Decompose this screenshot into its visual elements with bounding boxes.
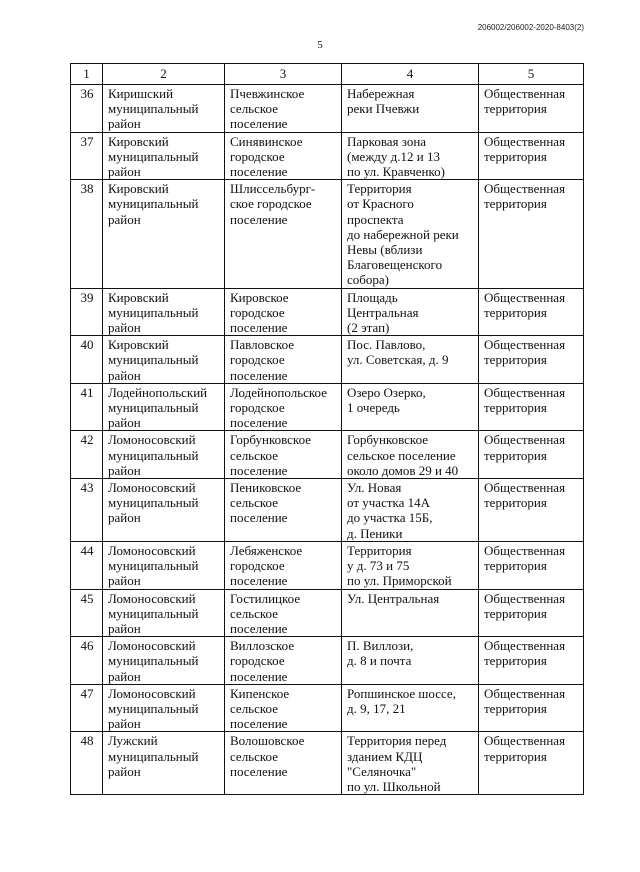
- location-cell: Горбунковское сельское поселение около домов 29 и 40: [342, 431, 479, 479]
- location-cell: Озеро Озерко, 1 очередь: [342, 383, 479, 431]
- row-number: 48: [71, 732, 103, 795]
- location-cell: Территория у д. 73 и 75 по ул. Приморской: [342, 541, 479, 589]
- territory-type-cell: Общественная территория: [479, 732, 584, 795]
- location-cell: Ропшинское шоссе, д. 9, 17, 21: [342, 684, 479, 732]
- district-cell: Киришский муниципальный район: [103, 85, 225, 133]
- district-cell: Кировский муниципальный район: [103, 180, 225, 288]
- district-cell: Лужский муниципальный район: [103, 732, 225, 795]
- territory-type-cell: Общественная территория: [479, 132, 584, 180]
- territory-type-cell: Общественная территория: [479, 336, 584, 384]
- settlement-cell: Лодейнопольское городское поселение: [225, 383, 342, 431]
- location-cell: Территория перед зданием КДЦ "Селяночка" по ул. Школьной: [342, 732, 479, 795]
- column-header-2: 2: [103, 64, 225, 85]
- territory-type-cell: Общественная территория: [479, 288, 584, 336]
- row-number: 44: [71, 541, 103, 589]
- territory-type-cell: Общественная территория: [479, 541, 584, 589]
- table-row: [71, 288, 584, 336]
- row-number: 41: [71, 383, 103, 431]
- row-number: 37: [71, 132, 103, 180]
- column-header-5: 5: [479, 64, 584, 85]
- district-cell: Ломоносовский муниципальный район: [103, 541, 225, 589]
- table-row: [71, 732, 584, 795]
- location-cell: П. Виллози, д. 8 и почта: [342, 637, 479, 685]
- district-cell: Ломоносовский муниципальный район: [103, 431, 225, 479]
- territory-type-cell: Общественная территория: [479, 180, 584, 288]
- settlement-cell: Волошовское сельское поселение: [225, 732, 342, 795]
- district-cell: Лодейнопольский муниципальный район: [103, 383, 225, 431]
- register-table: [70, 63, 584, 795]
- row-number: 36: [71, 85, 103, 133]
- settlement-cell: Виллозское городское поселение: [225, 637, 342, 685]
- page-number: 5: [317, 39, 323, 51]
- settlement-cell: Горбунковское сельское поселение: [225, 431, 342, 479]
- district-cell: Кировский муниципальный район: [103, 336, 225, 384]
- district-cell: Ломоносовский муниципальный район: [103, 479, 225, 542]
- district-cell: Кировский муниципальный район: [103, 132, 225, 180]
- column-header-3: 3: [225, 64, 342, 85]
- table-row: [71, 589, 584, 637]
- row-number: 43: [71, 479, 103, 542]
- location-cell: Ул. Новая от участка 14А до участка 15Б, д. Пеники: [342, 479, 479, 542]
- location-cell: Пос. Павлово, ул. Советская, д. 9: [342, 336, 479, 384]
- table-row: [71, 637, 584, 685]
- territory-type-cell: Общественная территория: [479, 431, 584, 479]
- settlement-cell: Лебяженское городское поселение: [225, 541, 342, 589]
- district-cell: Кировский муниципальный район: [103, 288, 225, 336]
- settlement-cell: Кипенское сельское поселение: [225, 684, 342, 732]
- territory-type-cell: Общественная территория: [479, 85, 584, 133]
- column-header-4: 4: [342, 64, 479, 85]
- settlement-cell: Пчевжинское сельское поселение: [225, 85, 342, 133]
- table-row: [71, 180, 584, 288]
- location-cell: Территория от Красного проспекта до набережной реки Невы (вблизи Благовещенского собора): [342, 180, 479, 288]
- settlement-cell: Гостилицкое сельское поселение: [225, 589, 342, 637]
- table-row: [71, 684, 584, 732]
- settlement-cell: Шлиссельбург- ское городское поселение: [225, 180, 342, 288]
- column-header-row: [71, 64, 584, 85]
- table-row: [71, 383, 584, 431]
- row-number: 39: [71, 288, 103, 336]
- territory-type-cell: Общественная территория: [479, 589, 584, 637]
- table-row: [71, 541, 584, 589]
- column-header-1: 1: [71, 64, 103, 85]
- location-cell: Парковая зона (между д.12 и 13 по ул. Кравченко): [342, 132, 479, 180]
- document-id: 206002/206002-2020-8403(2): [477, 23, 584, 32]
- territory-type-cell: Общественная территория: [479, 383, 584, 431]
- settlement-cell: Павловское городское поселение: [225, 336, 342, 384]
- settlement-cell: Кировское городское поселение: [225, 288, 342, 336]
- table-row: [71, 431, 584, 479]
- row-number: 40: [71, 336, 103, 384]
- district-cell: Ломоносовский муниципальный район: [103, 637, 225, 685]
- table-row: [71, 479, 584, 542]
- territory-type-cell: Общественная территория: [479, 684, 584, 732]
- district-cell: Ломоносовский муниципальный район: [103, 684, 225, 732]
- territory-type-cell: Общественная территория: [479, 637, 584, 685]
- row-number: 46: [71, 637, 103, 685]
- row-number: 47: [71, 684, 103, 732]
- settlement-cell: Синявинское городское поселение: [225, 132, 342, 180]
- table-row: [71, 336, 584, 384]
- row-number: 38: [71, 180, 103, 288]
- location-cell: Ул. Центральная: [342, 589, 479, 637]
- row-number: 45: [71, 589, 103, 637]
- territory-type-cell: Общественная территория: [479, 479, 584, 542]
- district-cell: Ломоносовский муниципальный район: [103, 589, 225, 637]
- settlement-cell: Пениковское сельское поселение: [225, 479, 342, 542]
- row-number: 42: [71, 431, 103, 479]
- table-row: [71, 85, 584, 133]
- table-row: [71, 132, 584, 180]
- location-cell: Набережная реки Пчевжи: [342, 85, 479, 133]
- location-cell: Площадь Центральная (2 этап): [342, 288, 479, 336]
